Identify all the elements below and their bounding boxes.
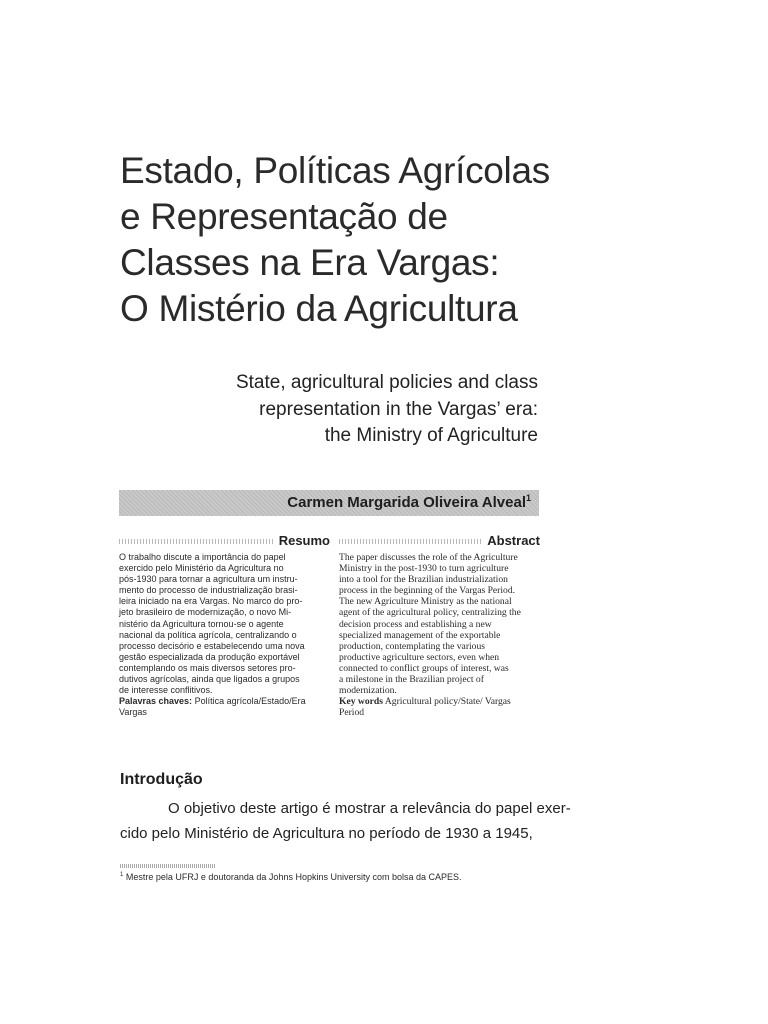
- resumo-line: exercido pelo Ministério da Agricultura no: [119, 563, 284, 574]
- subtitle-line: the Ministry of Agriculture: [324, 425, 538, 446]
- abstract-text: [339, 552, 540, 718]
- abstract-line: production, contemplating the various: [339, 640, 486, 652]
- author-band: [119, 490, 539, 516]
- article-title: [120, 148, 560, 332]
- abstract-keywords-line1: Agricultural policy/State/ Vargas: [384, 696, 511, 708]
- abstract-line: a milestone in the Brazilian project of: [339, 674, 484, 686]
- abstract-line: modernization.: [339, 685, 397, 697]
- abstract-column: [339, 533, 540, 718]
- resumo-line: leira iniciado na era Vargas. No marco do pro-: [119, 596, 303, 607]
- introduction-line: O objetivo deste artigo é mostrar a relevância do papel exer-: [168, 800, 571, 817]
- abstract-keywords: [339, 696, 540, 707]
- resumo-line: jeto brasileiro de modernização, o novo Mi-: [119, 607, 292, 618]
- abstract-keywords-line2: Period: [339, 707, 365, 719]
- subtitle-line: representation in the Vargas’ era:: [259, 398, 538, 420]
- abstract-line: agent of the agricultural policy, centralizing the: [339, 607, 521, 619]
- introduction-heading: Introdução: [120, 771, 203, 788]
- abstract-line: The new Agriculture Ministry as the national: [339, 596, 512, 608]
- introduction-paragraph: [120, 796, 571, 846]
- title-line: Estado, Políticas Agrícolas: [120, 150, 550, 191]
- resumo-column: [119, 533, 330, 718]
- abstract-line: decision process and establishing a new: [339, 618, 492, 630]
- resumo-heading-rule: [119, 533, 330, 549]
- resumo-line: contemplando os mais diversos setores pro-: [119, 662, 296, 673]
- abstract-heading: Abstract: [483, 533, 540, 549]
- subtitle-line: State, agricultural policies and class: [235, 372, 538, 393]
- abstract-line: The paper discusses the role of the Agriculture: [339, 552, 518, 563]
- title-line: O Mistério da Agricultura: [120, 288, 518, 329]
- resumo-line: processo decisório e estabelecendo uma nova: [119, 640, 305, 651]
- resumo-line: O trabalho discute a importância do papel: [119, 552, 286, 562]
- resumo-line: dutivos agrícolas, ainda que ligados a grupos: [119, 674, 300, 685]
- resumo-line: de interesse conflitivos.: [119, 685, 213, 696]
- abstract-line: Ministry in the post-1930 to turn agriculture: [339, 563, 509, 575]
- abstract-line: productive agriculture sectors, even when: [339, 651, 500, 663]
- resumo-line: gestão especializada da produção exportável: [119, 651, 300, 662]
- resumo-line: nacional da política agrícola, centralizando o: [119, 629, 297, 640]
- resumo-keywords-line1: Política agrícola/Estado/Era: [194, 696, 306, 707]
- resumo-heading: Resumo: [275, 533, 330, 549]
- resumo-keywords: [119, 696, 330, 707]
- author-name: Carmen Margarida Oliveira Alveal$^1$: [287, 493, 531, 511]
- footnote-marker: 1: [120, 872, 124, 878]
- footnote: [120, 872, 462, 882]
- abstract-line: into a tool for the Brazilian industrialization: [339, 574, 508, 586]
- footnote-text: Mestre pela UFRJ e doutoranda da Johns Hopkins University com bolsa da CAPES.: [125, 872, 462, 882]
- abstract-line: connected to conflict groups of interest, was: [339, 662, 509, 674]
- author-note-marker: 1: [525, 493, 531, 503]
- abstract-line: process in the beginning of the Vargas Period.: [339, 585, 516, 597]
- abstract-keywords-label: Key words: [339, 696, 383, 708]
- abstract-line: specialized management of the exportable: [339, 629, 501, 641]
- resumo-keywords-line2: Vargas: [119, 707, 147, 718]
- resumo-line: nistério da Agricultura tornou-se o agente: [119, 618, 284, 629]
- resumo-line: pós-1930 para tornar a agricultura um instru-: [119, 574, 298, 585]
- title-line: Classes na Era Vargas:: [120, 242, 500, 283]
- resumo-text: [119, 552, 330, 718]
- title-line: e Representação de: [120, 196, 448, 237]
- english-subtitle: [200, 370, 538, 450]
- abstract-heading-rule: [339, 533, 540, 549]
- resumo-keywords-label: Palavras chaves:: [119, 696, 193, 707]
- footnote-separator: [120, 864, 216, 868]
- introduction-line: cido pelo Ministério de Agricultura no período de 1930 a 1945,: [120, 825, 533, 842]
- resumo-line: mento do processo de industrialização brasi-: [119, 585, 298, 596]
